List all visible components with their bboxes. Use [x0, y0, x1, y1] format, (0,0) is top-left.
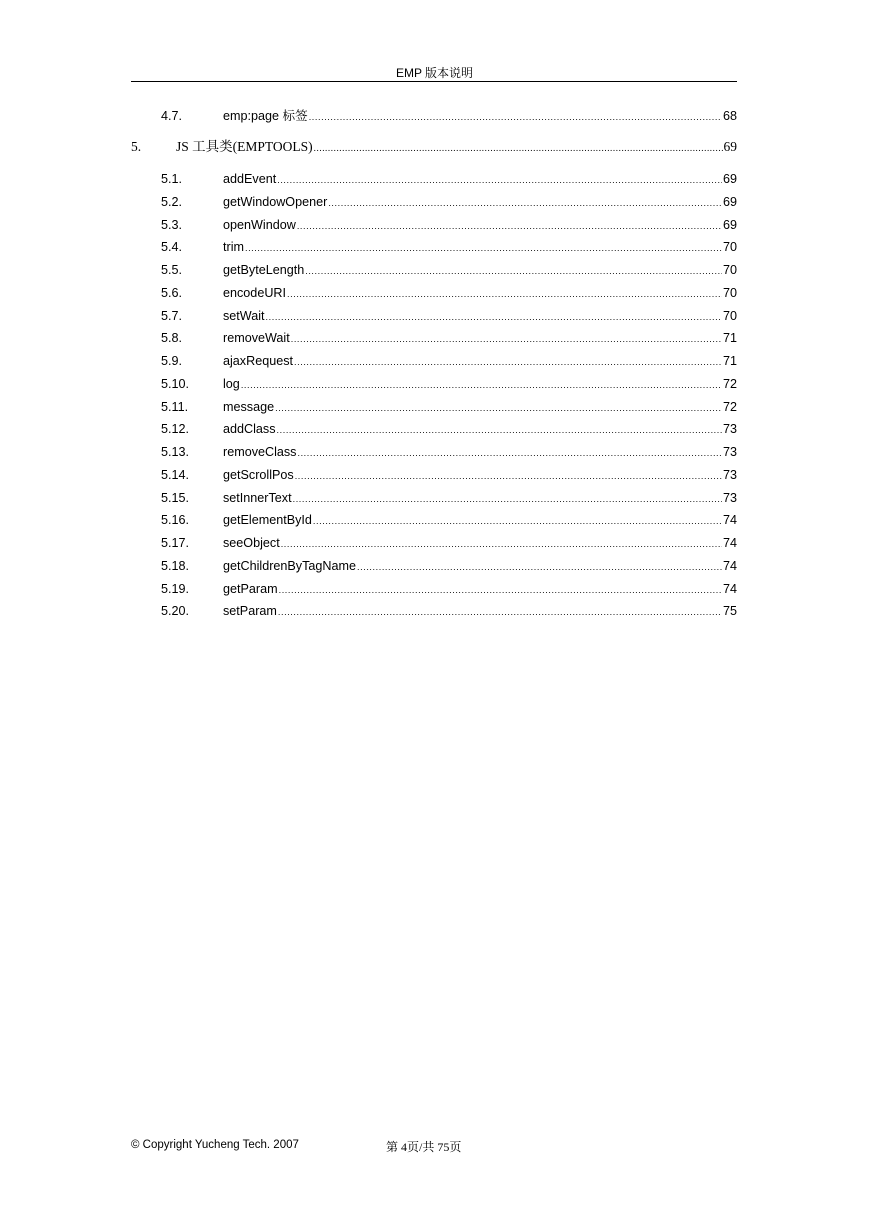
- toc-entry[interactable]: [0, 420, 869, 438]
- toc-entry-title: log: [223, 377, 240, 391]
- toc-entry[interactable]: [0, 489, 869, 507]
- toc-dot-leader: [278, 603, 722, 621]
- toc-entry-number: 5.1.: [161, 172, 183, 186]
- toc-entry-page: 72: [722, 377, 737, 391]
- toc-dot-leader: [314, 139, 723, 157]
- toc-dot-leader: [281, 535, 722, 553]
- toc-entry-title-line: [223, 170, 737, 189]
- toc-entry[interactable]: [0, 557, 869, 575]
- toc-entry-title: emp:page 标签: [223, 109, 308, 123]
- toc-entry-title-line: [223, 329, 737, 348]
- toc-entry[interactable]: [0, 511, 869, 529]
- toc-entry-number: 5.13.: [161, 445, 190, 459]
- toc-entry[interactable]: [0, 443, 869, 461]
- toc-entry-title: removeClass: [223, 445, 297, 459]
- toc-entry-title-line: [223, 398, 737, 417]
- toc-entry-title-line: [223, 511, 737, 530]
- toc-entry-page: 74: [722, 513, 737, 527]
- toc-entry-number: 5.14.: [161, 468, 190, 482]
- toc-entry-title-line: [223, 352, 737, 371]
- toc-entry-title-line: [223, 238, 737, 257]
- toc-entry[interactable]: [0, 534, 869, 552]
- toc-entry[interactable]: [0, 107, 869, 125]
- toc-dot-leader: [297, 217, 722, 235]
- toc-entry-page: 70: [722, 309, 737, 323]
- toc-dot-leader: [305, 262, 722, 280]
- toc-entry-number: 5.7.: [161, 309, 183, 323]
- toc-entry-page: 73: [722, 491, 737, 505]
- toc-entry-title: message: [223, 400, 275, 414]
- toc-entry-number: 5.4.: [161, 240, 183, 254]
- toc-entry-page: 70: [722, 263, 737, 277]
- toc-dot-leader: [309, 108, 722, 126]
- toc-entry-title: setWait: [223, 309, 265, 323]
- toc-dot-leader: [277, 421, 722, 439]
- toc-entry-number: 5.: [131, 139, 142, 154]
- toc-dot-leader: [277, 171, 722, 189]
- toc-dot-leader: [357, 558, 722, 576]
- toc-entry-title: getWindowOpener: [223, 195, 328, 209]
- toc-entry-page: 70: [722, 286, 737, 300]
- toc-entry-number: 5.10.: [161, 377, 190, 391]
- toc-entry-title: encodeURI: [223, 286, 287, 300]
- toc-entry-title-line: [223, 420, 737, 439]
- toc-entry-title: trim: [223, 240, 244, 254]
- toc-dot-leader: [275, 399, 722, 417]
- toc-entry-number: 5.17.: [161, 536, 190, 550]
- toc-entry-page: 69: [722, 195, 737, 209]
- toc-entry-number: 5.16.: [161, 513, 190, 527]
- toc-dot-leader: [279, 581, 722, 599]
- toc-entry-title-line: [223, 443, 737, 462]
- toc-entry[interactable]: [0, 193, 869, 211]
- toc-entry-title: JS 工具类(EMPTOOLS): [176, 139, 313, 154]
- toc-entry-page: 73: [722, 422, 737, 436]
- toc-entry-number: 5.8.: [161, 331, 183, 345]
- toc-entry[interactable]: [0, 375, 869, 393]
- footer-page-number: 第 4页/共 75页: [386, 1140, 462, 1154]
- toc-entry[interactable]: [0, 580, 869, 598]
- toc-entry-page: 70: [722, 240, 737, 254]
- toc-chapter-entry[interactable]: [0, 138, 869, 156]
- toc-entry-number: 5.15.: [161, 491, 190, 505]
- toc-dot-leader: [328, 194, 722, 212]
- toc-entry[interactable]: [0, 307, 869, 325]
- toc-entry[interactable]: [0, 602, 869, 620]
- toc-entry-title-line: [223, 602, 737, 621]
- toc-entry-title-line: [223, 284, 737, 303]
- toc-entry-title-line: [223, 193, 737, 212]
- toc-entry[interactable]: [0, 284, 869, 302]
- toc-entry-title: addClass: [223, 422, 276, 436]
- header-divider: [131, 81, 737, 82]
- toc-entry-number: 5.18.: [161, 559, 190, 573]
- toc-entry-page: 71: [722, 354, 737, 368]
- toc-entry-number: 5.11.: [161, 400, 189, 414]
- toc-entry-page: 73: [722, 468, 737, 482]
- toc-entry-number: 4.7.: [161, 109, 183, 123]
- toc-entry-number: 5.19.: [161, 582, 190, 596]
- toc-entry-title-line: [223, 261, 737, 280]
- toc-entry-number: 5.12.: [161, 422, 190, 436]
- toc-entry-title: getParam: [223, 582, 278, 596]
- toc-entry-title-line: [223, 216, 737, 235]
- toc-entry-title: seeObject: [223, 536, 280, 550]
- toc-entry[interactable]: [0, 329, 869, 347]
- toc-entry-page: 74: [722, 536, 737, 550]
- toc-entry-title: addEvent: [223, 172, 277, 186]
- toc-entry-title: getScrollPos: [223, 468, 294, 482]
- toc-entry-number: 5.20.: [161, 604, 190, 618]
- toc-dot-leader: [294, 353, 722, 371]
- toc-entry-title-line: [223, 489, 737, 508]
- toc-entry-page: 74: [722, 559, 737, 573]
- toc-dot-leader: [297, 444, 722, 462]
- toc-entry-title-line: [223, 375, 737, 394]
- toc-entry-title-line: [223, 307, 737, 326]
- toc-dot-leader: [291, 330, 722, 348]
- footer-copyright: © Copyright Yucheng Tech. 2007: [131, 1139, 299, 1151]
- toc-dot-leader: [241, 376, 722, 394]
- toc-entry-title: getElementById: [223, 513, 312, 527]
- toc-entry-title: ajaxRequest: [223, 354, 294, 368]
- toc-entry-title-line: [176, 138, 737, 157]
- toc-dot-leader: [295, 467, 722, 485]
- toc-entry-page: 69: [722, 172, 737, 186]
- toc-entry-number: 5.2.: [161, 195, 183, 209]
- toc-entry-title: getByteLength: [223, 263, 305, 277]
- toc-entry[interactable]: [0, 466, 869, 484]
- toc-entry-page: 69: [723, 139, 737, 154]
- toc-entry[interactable]: [0, 261, 869, 279]
- toc-entry-title-line: [223, 580, 737, 599]
- toc-entry-page: 69: [722, 218, 737, 232]
- toc-dot-leader: [266, 308, 722, 326]
- toc-dot-leader: [293, 490, 722, 508]
- toc-entry-title-line: [223, 534, 737, 553]
- toc-entry-title: openWindow: [223, 218, 296, 232]
- toc-entry[interactable]: [0, 352, 869, 370]
- toc-entry-title: setParam: [223, 604, 277, 618]
- toc-entry-title-line: [223, 466, 737, 485]
- toc-dot-leader: [313, 512, 722, 530]
- toc-entry[interactable]: [0, 398, 869, 416]
- toc-entry-title-line: [223, 107, 737, 126]
- toc-entry-page: 75: [722, 604, 737, 618]
- toc-entry-title: removeWait: [223, 331, 290, 345]
- toc-entry[interactable]: [0, 238, 869, 256]
- toc-entry-page: 68: [722, 109, 737, 123]
- toc-entry-number: 5.6.: [161, 286, 183, 300]
- toc-entry-title: setInnerText: [223, 491, 292, 505]
- toc-entry[interactable]: [0, 216, 869, 234]
- toc-entry-number: 5.5.: [161, 263, 183, 277]
- toc-entry-page: 73: [722, 445, 737, 459]
- toc-dot-leader: [245, 239, 722, 257]
- toc-entry-page: 71: [722, 331, 737, 345]
- toc-entry[interactable]: [0, 170, 869, 188]
- toc-entry-title-line: [223, 557, 737, 576]
- toc-entry-number: 5.3.: [161, 218, 183, 232]
- toc-entry-number: 5.9.: [161, 354, 183, 368]
- toc-dot-leader: [287, 285, 722, 303]
- toc-entry-page: 74: [722, 582, 737, 596]
- toc-entry-title: getChildrenByTagName: [223, 559, 357, 573]
- toc-entry-page: 72: [722, 400, 737, 414]
- page-header-title: EMP 版本说明: [395, 66, 474, 80]
